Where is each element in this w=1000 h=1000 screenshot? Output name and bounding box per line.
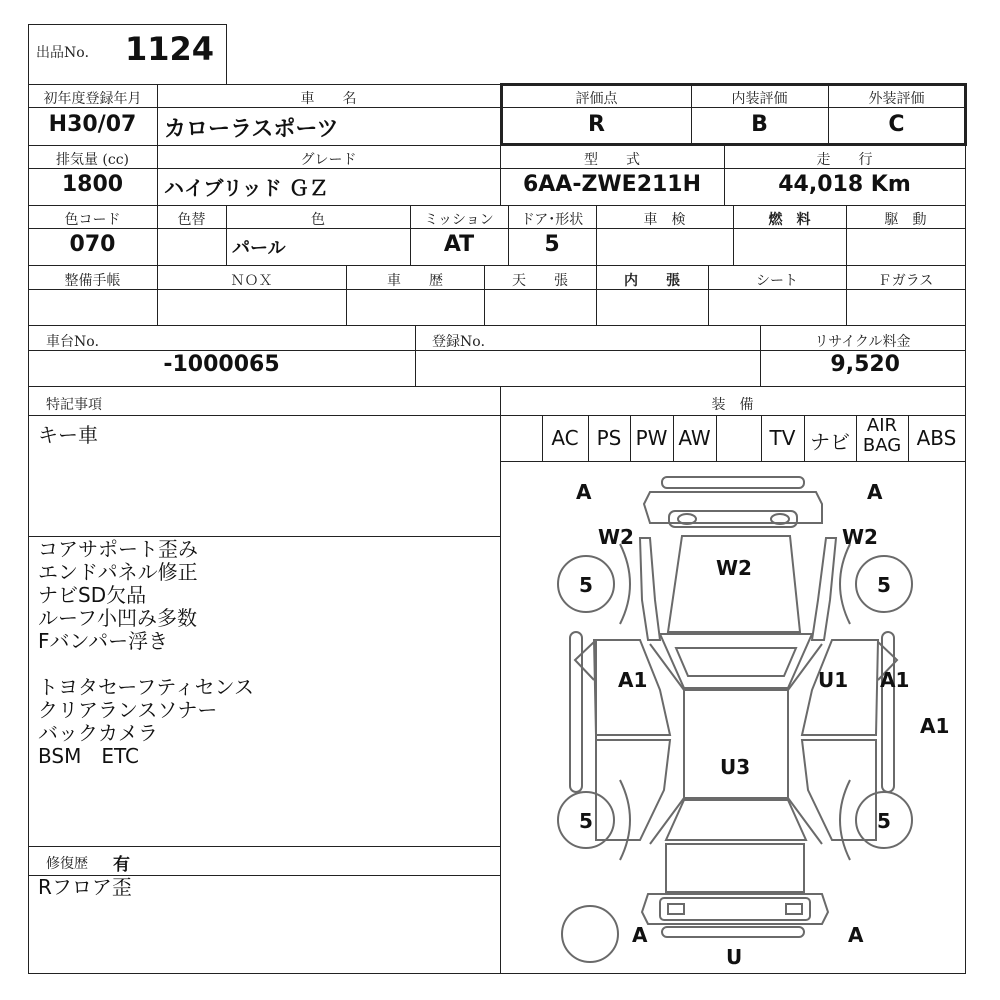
fuel-label: 燃 料 (768, 212, 811, 228)
color-code-value: 070 (69, 232, 116, 257)
rear-window (666, 800, 806, 840)
note-line: コアサポート歪み (38, 537, 198, 561)
front-bumper (644, 492, 822, 523)
arch-rear-right (840, 780, 850, 860)
lot-label: 出品No． (36, 45, 99, 61)
score-label: 評価点 (575, 91, 618, 107)
color-label: 色 (311, 212, 325, 228)
mark-front-left-corner: A (576, 480, 592, 504)
note-line: ナビSD欠品 (38, 583, 147, 607)
door-label: ドア･形状 (520, 212, 584, 228)
repair-label: 修復歴 (46, 856, 88, 872)
note-line: バックカメラ (38, 721, 158, 745)
spare-wheel (562, 906, 618, 962)
grade-label: グレード (300, 152, 357, 168)
reg-value: H30/07 (48, 112, 137, 137)
mission-value: AT (443, 232, 475, 257)
rear-bumper-bottom (662, 927, 804, 937)
equipment-abs: ABS (916, 426, 957, 450)
notes-key: キー車 (38, 423, 98, 447)
front-bumper-top (662, 477, 804, 488)
displacement-value: 1800 (61, 172, 124, 197)
color-value: パール (232, 238, 286, 259)
right-pillars (788, 644, 822, 844)
seat-label: シート (756, 273, 798, 289)
repair-value: 有 (113, 855, 130, 875)
mission-label: ミッション (424, 212, 494, 228)
model-value: 6AA-ZWE211H (522, 172, 702, 197)
grade-value: ハイブリッド ＧＺ (164, 176, 329, 200)
color-code-label: 色コード (64, 212, 121, 228)
note-line: BSM ETC (38, 744, 139, 768)
nox-label: ＮＯＸ (230, 273, 273, 289)
roof (684, 690, 788, 798)
mark-wheel-fr: 5 (877, 573, 891, 597)
door-value: 5 (544, 232, 560, 257)
mark-right-door: A1 (880, 668, 910, 692)
history-label: 車 歴 (387, 273, 443, 289)
mark-wheel-rr: 5 (877, 809, 891, 833)
note-line: クリアランスソナー (38, 698, 218, 722)
note-line: トヨタセーフティセンス (38, 675, 254, 699)
exterior-label: 外装評価 (868, 91, 925, 107)
name-label: 車 名 (300, 91, 357, 107)
mark-wheel-fl: 5 (579, 573, 593, 597)
mark-hood: W2 (716, 556, 752, 580)
arch-front-left (620, 544, 630, 624)
mark-left-door: A1 (618, 668, 648, 692)
recycle-label: リサイクル料金 (814, 334, 911, 350)
inspection-label: 車 検 (643, 212, 686, 228)
mark-wheel-rl: 5 (579, 809, 593, 833)
equipment-tv: TV (769, 426, 796, 450)
model-label: 型 式 (584, 152, 640, 168)
arch-front-right (840, 544, 850, 624)
fglass-label: Ｆガラス (877, 273, 934, 289)
mileage-value: 44,018 Km (778, 172, 911, 197)
equipment-ac: AC (551, 426, 579, 450)
lot-number: 1124 (125, 30, 215, 68)
sunroof-label: 天 張 (512, 273, 568, 289)
equipment-pw: PW (635, 426, 668, 450)
interior-label: 内装評価 (731, 91, 788, 107)
mileage-label: 走 行 (816, 152, 873, 168)
front-right-fender (812, 538, 836, 640)
equipment-ps: PS (596, 426, 622, 450)
mark-right-windshield: W2 (842, 525, 878, 549)
windshield-inner (676, 648, 796, 676)
repaint-label: 色替 (177, 212, 206, 228)
equipment-navi: ナビ (810, 430, 850, 454)
repair-detail: Rフロア歪 (38, 875, 132, 899)
arch-rear-left (620, 780, 630, 860)
left-rear-door (596, 740, 670, 840)
recycle-value: 9,520 (830, 352, 900, 377)
reg-label: 初年度登録年月 (43, 91, 142, 107)
interior-value: B (751, 112, 768, 137)
rear-right-light (786, 904, 802, 914)
equipment-aw: AW (678, 426, 711, 450)
left-mirror (575, 642, 594, 680)
name-value: カローラスポーツ (164, 117, 339, 142)
mark-rear-right-corner: A (848, 923, 864, 947)
chassis-label: 車台No． (46, 334, 109, 350)
note-line: Fバンパー浮き (38, 629, 169, 653)
registration-label: 登録No． (432, 334, 495, 350)
equipment-airbag: AIR BAG (862, 415, 902, 456)
mark-rear-bumper: U (726, 945, 743, 969)
note-line: ルーフ小凹み多数 (38, 606, 197, 630)
windshield (660, 634, 812, 688)
drive-label: 駆 動 (884, 212, 927, 228)
mark-right-side: A1 (920, 714, 950, 738)
maintenance-label: 整備手帳 (64, 273, 121, 289)
left-pillars (650, 644, 684, 844)
rear-panel (660, 898, 810, 920)
score-value: R (588, 112, 605, 137)
hood (668, 536, 800, 632)
note-line: エンドパネル修正 (38, 560, 198, 584)
mark-right-pillar: U1 (818, 668, 849, 692)
front-left-fender (640, 538, 660, 640)
mark-roof: U3 (720, 755, 751, 779)
right-rear-door (802, 740, 876, 840)
displacement-label: 排気量 (cc) (55, 152, 130, 168)
mark-left-windshield: W2 (598, 525, 634, 549)
exterior-value: C (888, 112, 905, 137)
rear-left-light (668, 904, 684, 914)
mark-front-right-corner: A (867, 480, 883, 504)
interior-trim-label: 内 張 (624, 273, 680, 289)
mark-rear-left-corner: A (632, 923, 648, 947)
trunk (666, 844, 804, 892)
chassis-value: -1000065 (163, 352, 280, 377)
notes-label: 特記事項 (46, 397, 102, 413)
equipment-label: 装 備 (711, 397, 754, 413)
